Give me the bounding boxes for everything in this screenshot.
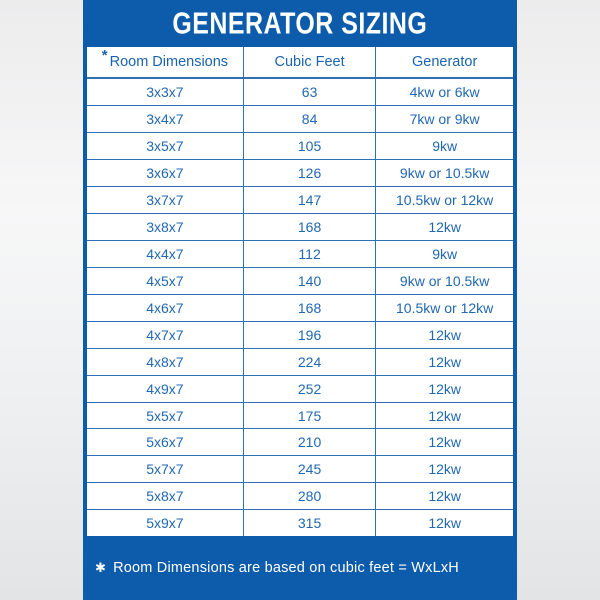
cell-cubic-feet: 175 <box>243 402 375 429</box>
column-header-label: Cubic Feet <box>274 54 345 70</box>
cell-generator: 9kw or 10.5kw <box>376 160 513 187</box>
cell-room-dimensions: 4x7x7 <box>87 321 243 348</box>
cell-room-dimensions: 5x8x7 <box>87 483 243 510</box>
cell-cubic-feet: 224 <box>243 348 375 375</box>
table-row <box>87 106 513 133</box>
cell-room-dimensions: 3x6x7 <box>87 160 243 187</box>
cell-cubic-feet: 84 <box>243 106 375 133</box>
cell-room-dimensions: 5x6x7 <box>87 429 243 456</box>
cell-generator: 12kw <box>376 348 513 375</box>
generator-sizing-poster <box>83 0 517 600</box>
cell-room-dimensions: 3x8x7 <box>87 213 243 240</box>
cell-cubic-feet: 63 <box>243 78 375 106</box>
cell-room-dimensions: 4x4x7 <box>87 240 243 267</box>
column-header-generator <box>376 47 513 78</box>
cell-room-dimensions: 4x8x7 <box>87 348 243 375</box>
cell-room-dimensions: 5x7x7 <box>87 456 243 483</box>
cell-cubic-feet: 168 <box>243 294 375 321</box>
title-band <box>83 0 517 47</box>
cell-cubic-feet: 196 <box>243 321 375 348</box>
cell-room-dimensions: 5x9x7 <box>87 510 243 536</box>
cell-generator: 12kw <box>376 321 513 348</box>
cell-generator: 4kw or 6kw <box>376 78 513 106</box>
column-header-label: Room Dimensions <box>109 54 229 70</box>
cell-cubic-feet: 245 <box>243 456 375 483</box>
table-row <box>87 510 513 536</box>
table-row <box>87 348 513 375</box>
cell-generator: 9kw <box>376 240 513 267</box>
sizing-table <box>87 47 513 536</box>
cell-generator: 10.5kw or 12kw <box>376 294 513 321</box>
table-row <box>87 187 513 214</box>
cell-room-dimensions: 3x3x7 <box>87 78 243 106</box>
cell-generator: 9kw <box>376 133 513 160</box>
cell-generator: 12kw <box>376 213 513 240</box>
column-header-cubic-feet <box>243 47 375 78</box>
cell-cubic-feet: 210 <box>243 429 375 456</box>
table-row <box>87 456 513 483</box>
column-header-room-dimensions <box>87 47 243 78</box>
footer-note <box>95 560 459 576</box>
cell-generator: 12kw <box>376 510 513 536</box>
page-title: GENERATOR SIZING <box>172 5 428 41</box>
cell-generator: 7kw or 9kw <box>376 106 513 133</box>
cell-cubic-feet: 280 <box>243 483 375 510</box>
cell-cubic-feet: 112 <box>243 240 375 267</box>
column-header-label: Generator <box>412 54 478 70</box>
cell-cubic-feet: 105 <box>243 133 375 160</box>
table-row <box>87 160 513 187</box>
cell-room-dimensions: 5x5x7 <box>87 402 243 429</box>
cell-room-dimensions: 4x6x7 <box>87 294 243 321</box>
asterisk-icon: * <box>101 47 108 65</box>
table-row <box>87 321 513 348</box>
cell-cubic-feet: 252 <box>243 375 375 402</box>
table-row <box>87 133 513 160</box>
table-row <box>87 429 513 456</box>
table-row <box>87 240 513 267</box>
cell-generator: 10.5kw or 12kw <box>376 187 513 214</box>
cell-cubic-feet: 126 <box>243 160 375 187</box>
cell-cubic-feet: 140 <box>243 267 375 294</box>
cell-generator: 12kw <box>376 429 513 456</box>
cell-cubic-feet: 147 <box>243 187 375 214</box>
table-row <box>87 213 513 240</box>
cell-cubic-feet: 168 <box>243 213 375 240</box>
table-header-row <box>87 47 513 78</box>
table-row <box>87 375 513 402</box>
table-row <box>87 483 513 510</box>
cell-room-dimensions: 3x5x7 <box>87 133 243 160</box>
sizing-table-wrap <box>87 47 513 536</box>
cell-room-dimensions: 3x4x7 <box>87 106 243 133</box>
cell-generator: 12kw <box>376 375 513 402</box>
table-row <box>87 78 513 106</box>
table-row <box>87 267 513 294</box>
cell-room-dimensions: 3x7x7 <box>87 187 243 214</box>
footer-band <box>83 536 517 600</box>
footer-note-text: Room Dimensions are based on cubic feet = WxLxH <box>113 560 459 576</box>
cell-generator: 12kw <box>376 402 513 429</box>
cell-room-dimensions: 4x5x7 <box>87 267 243 294</box>
cell-room-dimensions: 4x9x7 <box>87 375 243 402</box>
table-row <box>87 294 513 321</box>
asterisk-icon: ✱ <box>95 560 107 575</box>
cell-generator: 12kw <box>376 456 513 483</box>
cell-cubic-feet: 315 <box>243 510 375 536</box>
cell-generator: 12kw <box>376 483 513 510</box>
cell-generator: 9kw or 10.5kw <box>376 267 513 294</box>
table-row <box>87 402 513 429</box>
